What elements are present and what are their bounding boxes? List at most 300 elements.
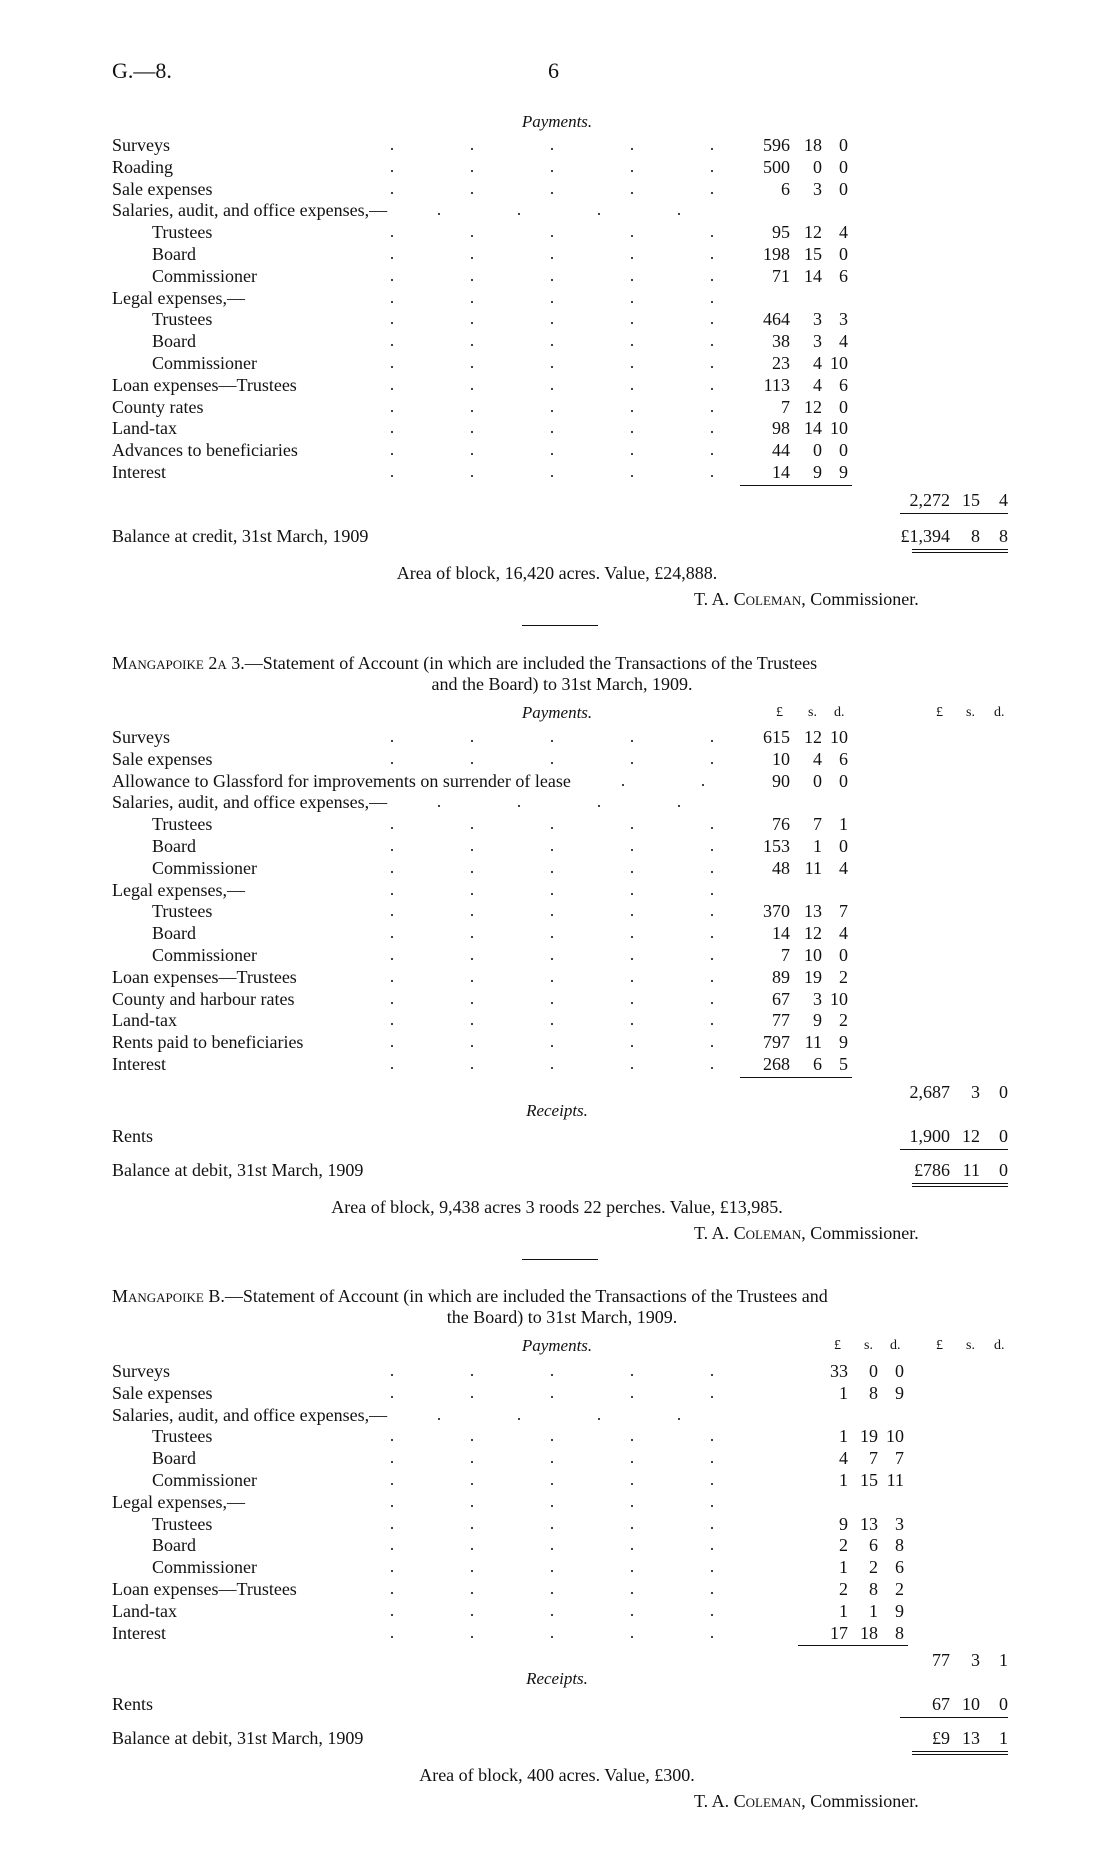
- shillings-value: 10: [804, 945, 822, 965]
- row-label: County and harbour rates: [112, 988, 295, 1009]
- column-header: £: [776, 705, 783, 720]
- total-shillings: 3: [971, 1081, 980, 1102]
- total-pence: 4: [999, 489, 1008, 510]
- pence-value: 6: [839, 748, 848, 769]
- subtotal-rule: [740, 485, 852, 486]
- row-label: Salaries, audit, and office expenses,—: [112, 1404, 388, 1425]
- dot-leader: [352, 374, 722, 396]
- row-label: Loan expenses—Trustees: [112, 1579, 297, 1599]
- column-header: d.: [994, 705, 1005, 720]
- pence-value: 2: [839, 1010, 848, 1031]
- pence-value: 0: [895, 1361, 904, 1381]
- pence-value: 0: [839, 156, 848, 177]
- pounds-value: 9: [839, 1513, 848, 1534]
- shillings-value: 3: [813, 988, 822, 1009]
- shillings-value: 1: [813, 836, 822, 856]
- column-header: £: [834, 1338, 841, 1353]
- shillings-value: 1: [869, 1600, 878, 1621]
- shillings-value: 4: [813, 353, 822, 373]
- shillings-value: 18: [804, 135, 822, 155]
- commissioner-signature: [694, 1791, 919, 1812]
- account-row: [112, 396, 1012, 418]
- total-shillings: 15: [962, 489, 980, 510]
- pounds-value: 2: [839, 1579, 848, 1599]
- dot-leader: [352, 1031, 722, 1053]
- pence-value: 6: [895, 1557, 904, 1578]
- shillings-value: 12: [804, 222, 822, 243]
- statement-title-line2: the Board) to 31st March, 1909.: [446, 1307, 678, 1327]
- balance-shillings: 13: [962, 1728, 980, 1749]
- pounds-value: 2: [839, 1535, 848, 1556]
- total-pence: 0: [999, 1081, 1008, 1102]
- row-label: Trustees: [152, 901, 213, 922]
- pence-value: 3: [895, 1513, 904, 1534]
- row-label: Interest: [112, 462, 166, 482]
- shillings-value: 9: [813, 462, 822, 482]
- pounds-value: 44: [772, 440, 790, 461]
- account-row: [112, 857, 1012, 879]
- dot-leader: [352, 1009, 722, 1031]
- total-pounds: 77: [932, 1650, 950, 1671]
- shillings-value: 12: [804, 396, 822, 417]
- pounds-value: 7: [781, 945, 790, 965]
- row-label: Trustees: [152, 1426, 213, 1447]
- shillings-value: 8: [869, 1382, 878, 1403]
- shillings-value: 15: [860, 1470, 878, 1490]
- shillings-value: 0: [813, 440, 822, 461]
- receipts-pence: 0: [999, 1694, 1008, 1715]
- pence-value: 3: [839, 309, 848, 330]
- account-row: [112, 1491, 1012, 1513]
- pounds-value: 615: [763, 727, 790, 747]
- row-label: Advances to beneficiaries: [112, 440, 298, 461]
- row-label: County rates: [112, 396, 204, 417]
- account-row: [112, 439, 1012, 461]
- dot-leader: [352, 330, 722, 352]
- account-row: [112, 748, 1012, 770]
- pence-value: 10: [830, 418, 848, 439]
- pounds-value: 71: [772, 265, 790, 286]
- shillings-value: 8: [869, 1579, 878, 1599]
- block-name: Mangapoike 2a 3.: [112, 653, 245, 673]
- pence-value: 6: [839, 374, 848, 395]
- row-label: Interest: [112, 1622, 166, 1643]
- dot-leader: [352, 748, 722, 770]
- dot-leader: [352, 134, 722, 156]
- account-row: [112, 352, 1012, 374]
- dot-leader: [352, 287, 722, 309]
- pounds-value: 77: [772, 1010, 790, 1031]
- block-area-value: Area of block, 16,420 acres. Value, £24,888.: [396, 562, 718, 583]
- dot-leader: [352, 1578, 722, 1600]
- pounds-value: 67: [772, 988, 790, 1009]
- pence-value: 8: [895, 1535, 904, 1556]
- signatory-name: T. A. Coleman: [694, 1222, 802, 1243]
- shillings-value: 6: [813, 1054, 822, 1074]
- total-rule: [900, 513, 1008, 514]
- pence-value: 0: [839, 396, 848, 417]
- dot-leader: [352, 922, 722, 944]
- pounds-value: 14: [772, 462, 790, 482]
- pounds-value: 464: [763, 309, 790, 330]
- shillings-value: 9: [813, 1010, 822, 1031]
- row-label: Loan expenses—Trustees: [112, 966, 297, 987]
- receipts-row-label: Rents: [112, 1694, 154, 1715]
- dot-leader: [352, 1360, 722, 1382]
- total-pounds: 2,687: [909, 1081, 950, 1102]
- row-label: Interest: [112, 1054, 166, 1074]
- signatory-name: T. A. Coleman: [694, 588, 802, 609]
- commissioner-signature: [694, 1223, 919, 1244]
- dot-leader: [352, 156, 722, 178]
- total-pence: 1: [999, 1650, 1008, 1671]
- account-row: [112, 1053, 1012, 1075]
- row-label: Surveys: [112, 1361, 170, 1381]
- pence-value: 4: [839, 331, 848, 352]
- dot-leader: [583, 770, 722, 792]
- shillings-value: 4: [813, 374, 822, 395]
- column-header: £: [936, 705, 943, 720]
- payments-heading: Payments.: [521, 112, 593, 131]
- balance-label: Balance at debit, 31st March, 1909: [112, 1159, 364, 1180]
- row-label: Roading: [112, 156, 173, 177]
- dot-leader: [352, 726, 722, 748]
- title-text: —Statement of Account (in which are included the Transactions of the Trustees: [244, 653, 818, 673]
- row-label: Board: [152, 1535, 196, 1556]
- block-area-value: Area of block, 9,438 acres 3 roods 22 perches. Value, £13,985.: [331, 1196, 783, 1217]
- balance-pence: 8: [999, 525, 1008, 546]
- pounds-value: 95: [772, 222, 790, 243]
- dot-leader: [352, 1513, 722, 1535]
- account-row: [112, 134, 1012, 156]
- dot-leader: [352, 988, 722, 1010]
- row-label: Legal expenses,—: [112, 879, 245, 900]
- pence-value: 4: [839, 857, 848, 878]
- row-label: Commissioner: [152, 265, 258, 286]
- receipts-rule: [900, 1717, 1008, 1718]
- column-header: d.: [994, 1338, 1005, 1353]
- row-label: Trustees: [152, 814, 213, 835]
- pounds-value: 113: [763, 374, 790, 395]
- balance-label: Balance at credit, 31st March, 1909: [112, 525, 369, 546]
- payments-heading: Payments.: [521, 1336, 593, 1355]
- account-row: [112, 461, 1012, 483]
- balance-shillings: 11: [962, 1159, 980, 1180]
- balance-pounds: £1,394: [900, 525, 950, 546]
- pounds-value: 7: [781, 396, 790, 417]
- pounds-value: 23: [772, 353, 790, 373]
- pence-value: 2: [895, 1579, 904, 1599]
- pounds-value: 38: [772, 331, 790, 352]
- dot-leader: [399, 199, 722, 221]
- row-label: Sale expenses: [112, 748, 213, 769]
- account-row: [112, 308, 1012, 330]
- balance-shillings: 8: [971, 525, 980, 546]
- balance-pounds: £9: [932, 1728, 950, 1749]
- subtotal-rule: [798, 1645, 908, 1646]
- dot-leader: [352, 1556, 722, 1578]
- dot-leader: [352, 900, 722, 922]
- pence-value: 10: [830, 353, 848, 373]
- dot-leader: [352, 1622, 722, 1644]
- receipts-heading: Receipts.: [526, 1669, 588, 1689]
- account-row: [112, 265, 1012, 287]
- balance-pence: 1: [999, 1728, 1008, 1749]
- receipts-pence: 0: [999, 1125, 1008, 1146]
- row-label: Commissioner: [152, 945, 258, 965]
- shillings-value: 14: [804, 418, 822, 439]
- row-label: Commissioner: [152, 353, 258, 373]
- row-label: Board: [152, 836, 196, 856]
- row-label: Trustees: [152, 222, 213, 243]
- dot-leader: [352, 1469, 722, 1491]
- pence-value: 8: [895, 1622, 904, 1643]
- row-label: Board: [152, 244, 196, 264]
- account-row: [112, 417, 1012, 439]
- shillings-value: 11: [804, 857, 822, 878]
- column-header: £: [936, 1338, 943, 1353]
- pence-value: 4: [839, 923, 848, 944]
- shillings-value: 13: [804, 901, 822, 922]
- row-label: Land-tax: [112, 418, 177, 439]
- section-separator: [522, 1259, 598, 1260]
- account-row: [112, 944, 1012, 966]
- pence-value: 1: [839, 814, 848, 835]
- row-label: Allowance to Glassford for improvements on surrender of lease: [112, 770, 571, 791]
- pence-value: 0: [839, 770, 848, 791]
- pounds-value: 1: [839, 1426, 848, 1447]
- dot-leader: [352, 439, 722, 461]
- row-label: Loan expenses—Trustees: [112, 374, 297, 395]
- pounds-value: 14: [772, 923, 790, 944]
- shillings-value: 3: [813, 309, 822, 330]
- row-label: Trustees: [152, 309, 213, 330]
- pence-value: 7: [839, 901, 848, 922]
- shillings-value: 0: [813, 156, 822, 177]
- shillings-value: 0: [869, 1361, 878, 1381]
- shillings-value: 12: [804, 727, 822, 747]
- row-label: Board: [152, 331, 196, 352]
- row-label: Trustees: [152, 1513, 213, 1534]
- dot-leader: [352, 879, 722, 901]
- balance-pence: 0: [999, 1159, 1008, 1180]
- account-row: [112, 156, 1012, 178]
- row-label: Salaries, audit, and office expenses,—: [112, 792, 388, 813]
- dot-leader: [352, 178, 722, 200]
- pence-value: 0: [839, 945, 848, 965]
- shillings-value: 18: [860, 1622, 878, 1643]
- pence-value: 9: [895, 1382, 904, 1403]
- pounds-value: 98: [772, 418, 790, 439]
- commissioner-signature: [694, 589, 919, 610]
- column-header: d.: [834, 705, 845, 720]
- pence-value: 9: [895, 1600, 904, 1621]
- receipts-shillings: 10: [962, 1694, 980, 1715]
- pounds-value: 17: [830, 1622, 848, 1643]
- pence-value: 5: [839, 1054, 848, 1074]
- row-label: Sale expenses: [112, 1382, 213, 1403]
- pounds-value: 596: [763, 135, 790, 155]
- pence-value: 0: [839, 244, 848, 264]
- account-row: [112, 330, 1012, 352]
- dot-leader: [352, 1425, 722, 1447]
- dot-leader: [399, 1404, 722, 1426]
- pounds-value: 33: [830, 1361, 848, 1381]
- shillings-value: 13: [860, 1513, 878, 1534]
- dot-leader: [352, 243, 722, 265]
- row-label: Commissioner: [152, 1470, 258, 1490]
- pence-value: 10: [830, 727, 848, 747]
- dot-leader: [352, 835, 722, 857]
- row-label: Salaries, audit, and office expenses,—: [112, 200, 388, 221]
- row-label: Land-tax: [112, 1600, 177, 1621]
- pence-value: 11: [886, 1470, 904, 1490]
- pounds-value: 48: [772, 857, 790, 878]
- dot-leader: [352, 352, 722, 374]
- shillings-value: 3: [813, 178, 822, 199]
- pounds-value: 1: [839, 1470, 848, 1490]
- row-label: Board: [152, 1448, 196, 1469]
- pounds-value: 153: [763, 836, 790, 856]
- account-row: [112, 813, 1012, 835]
- payments-heading: Payments.: [521, 703, 593, 722]
- pounds-value: 797: [763, 1032, 790, 1053]
- dot-leader: [352, 221, 722, 243]
- row-label: Rents paid to beneficiaries: [112, 1032, 304, 1053]
- balance-double-rule: [912, 1751, 1008, 1755]
- row-label: Land-tax: [112, 1010, 177, 1031]
- account-row: [112, 1009, 1012, 1031]
- account-row: [112, 221, 1012, 243]
- shillings-value: 2: [869, 1557, 878, 1578]
- pounds-value: 10: [772, 748, 790, 769]
- pounds-value: 1: [839, 1600, 848, 1621]
- shillings-value: 11: [804, 1032, 822, 1053]
- balance-label: Balance at debit, 31st March, 1909: [112, 1728, 364, 1749]
- account-row: [112, 966, 1012, 988]
- receipts-row-label: Rents: [112, 1125, 154, 1146]
- dot-leader: [352, 1491, 722, 1513]
- pence-value: 0: [839, 135, 848, 155]
- pence-value: 7: [895, 1448, 904, 1469]
- shillings-value: 7: [813, 814, 822, 835]
- dot-leader: [352, 813, 722, 835]
- account-row: [112, 374, 1012, 396]
- row-label: Board: [152, 923, 196, 944]
- block-area-value: Area of block, 400 acres. Value, £300.: [419, 1765, 695, 1786]
- shillings-value: 14: [804, 265, 822, 286]
- account-row: [112, 988, 1012, 1010]
- pounds-value: 89: [772, 966, 790, 987]
- column-header: s.: [864, 1338, 873, 1353]
- block-name: Mangapoike B.: [112, 1286, 225, 1306]
- page-number: 6: [548, 58, 559, 83]
- statement-title-line2: and the Board) to 31st March, 1909.: [431, 674, 693, 694]
- dot-leader: [352, 265, 722, 287]
- dot-leader: [352, 461, 722, 483]
- dot-leader: [352, 944, 722, 966]
- pence-value: 9: [839, 1032, 848, 1053]
- pounds-value: 1: [839, 1557, 848, 1578]
- shillings-value: 12: [804, 923, 822, 944]
- row-label: Sale expenses: [112, 178, 213, 199]
- receipts-pounds: 1,900: [909, 1125, 950, 1146]
- dot-leader: [352, 308, 722, 330]
- pounds-value: 76: [772, 814, 790, 835]
- total-shillings: 3: [971, 1650, 980, 1671]
- pounds-value: 1: [839, 1382, 848, 1403]
- pence-value: 10: [830, 988, 848, 1009]
- account-row: [112, 243, 1012, 265]
- pounds-value: 500: [763, 156, 790, 177]
- pounds-value: 370: [763, 901, 790, 922]
- receipts-heading: Receipts.: [526, 1100, 588, 1120]
- account-row: [112, 791, 1012, 813]
- pence-value: 4: [839, 222, 848, 243]
- shillings-value: 3: [813, 331, 822, 352]
- pence-value: 10: [886, 1426, 904, 1447]
- row-label: Legal expenses,—: [112, 287, 245, 308]
- dot-leader: [352, 396, 722, 418]
- pence-value: 0: [839, 836, 848, 856]
- dot-leader: [352, 1053, 722, 1075]
- dot-leader: [352, 857, 722, 879]
- pence-value: 0: [839, 440, 848, 461]
- total-pounds: 2,272: [909, 489, 950, 510]
- section-separator: [522, 625, 598, 626]
- account-row: [112, 287, 1012, 309]
- title-text: —Statement of Account (in which are included the Transactions of the Trustees and: [224, 1286, 828, 1306]
- shillings-value: 4: [813, 748, 822, 769]
- pounds-value: 268: [763, 1054, 790, 1074]
- account-row: [112, 199, 1012, 221]
- account-row: [112, 726, 1012, 748]
- pounds-value: 198: [763, 244, 790, 264]
- account-row: [112, 922, 1012, 944]
- document-code: G.—8.: [112, 58, 172, 83]
- row-label: Legal expenses,—: [112, 1491, 245, 1512]
- pounds-value: 4: [839, 1448, 848, 1469]
- row-label: Surveys: [112, 727, 170, 747]
- account-row: [112, 178, 1012, 200]
- account-row: [112, 1031, 1012, 1053]
- statement-title: [112, 652, 1012, 674]
- row-label: Surveys: [112, 135, 170, 155]
- signatory-title: , Commissioner.: [801, 588, 919, 609]
- dot-leader: [352, 1382, 722, 1404]
- signatory-title: , Commissioner.: [801, 1222, 919, 1243]
- shillings-value: 19: [804, 966, 822, 987]
- shillings-value: 19: [860, 1426, 878, 1447]
- pence-value: 9: [839, 462, 848, 482]
- pounds-value: 6: [781, 178, 790, 199]
- shillings-value: 6: [869, 1535, 878, 1556]
- dot-leader: [352, 1600, 722, 1622]
- account-row: [112, 835, 1012, 857]
- balance-double-rule: [912, 549, 1008, 553]
- shillings-value: 0: [813, 770, 822, 791]
- dot-leader: [352, 417, 722, 439]
- subtotal-rule: [740, 1077, 852, 1078]
- pence-value: 2: [839, 966, 848, 987]
- receipts-rule: [900, 1149, 1008, 1150]
- account-row: [112, 900, 1012, 922]
- pence-value: 0: [839, 178, 848, 199]
- column-header: s.: [966, 1338, 975, 1353]
- balance-double-rule: [912, 1183, 1008, 1187]
- receipts-pounds: 67: [932, 1694, 950, 1715]
- pounds-value: 90: [772, 770, 790, 791]
